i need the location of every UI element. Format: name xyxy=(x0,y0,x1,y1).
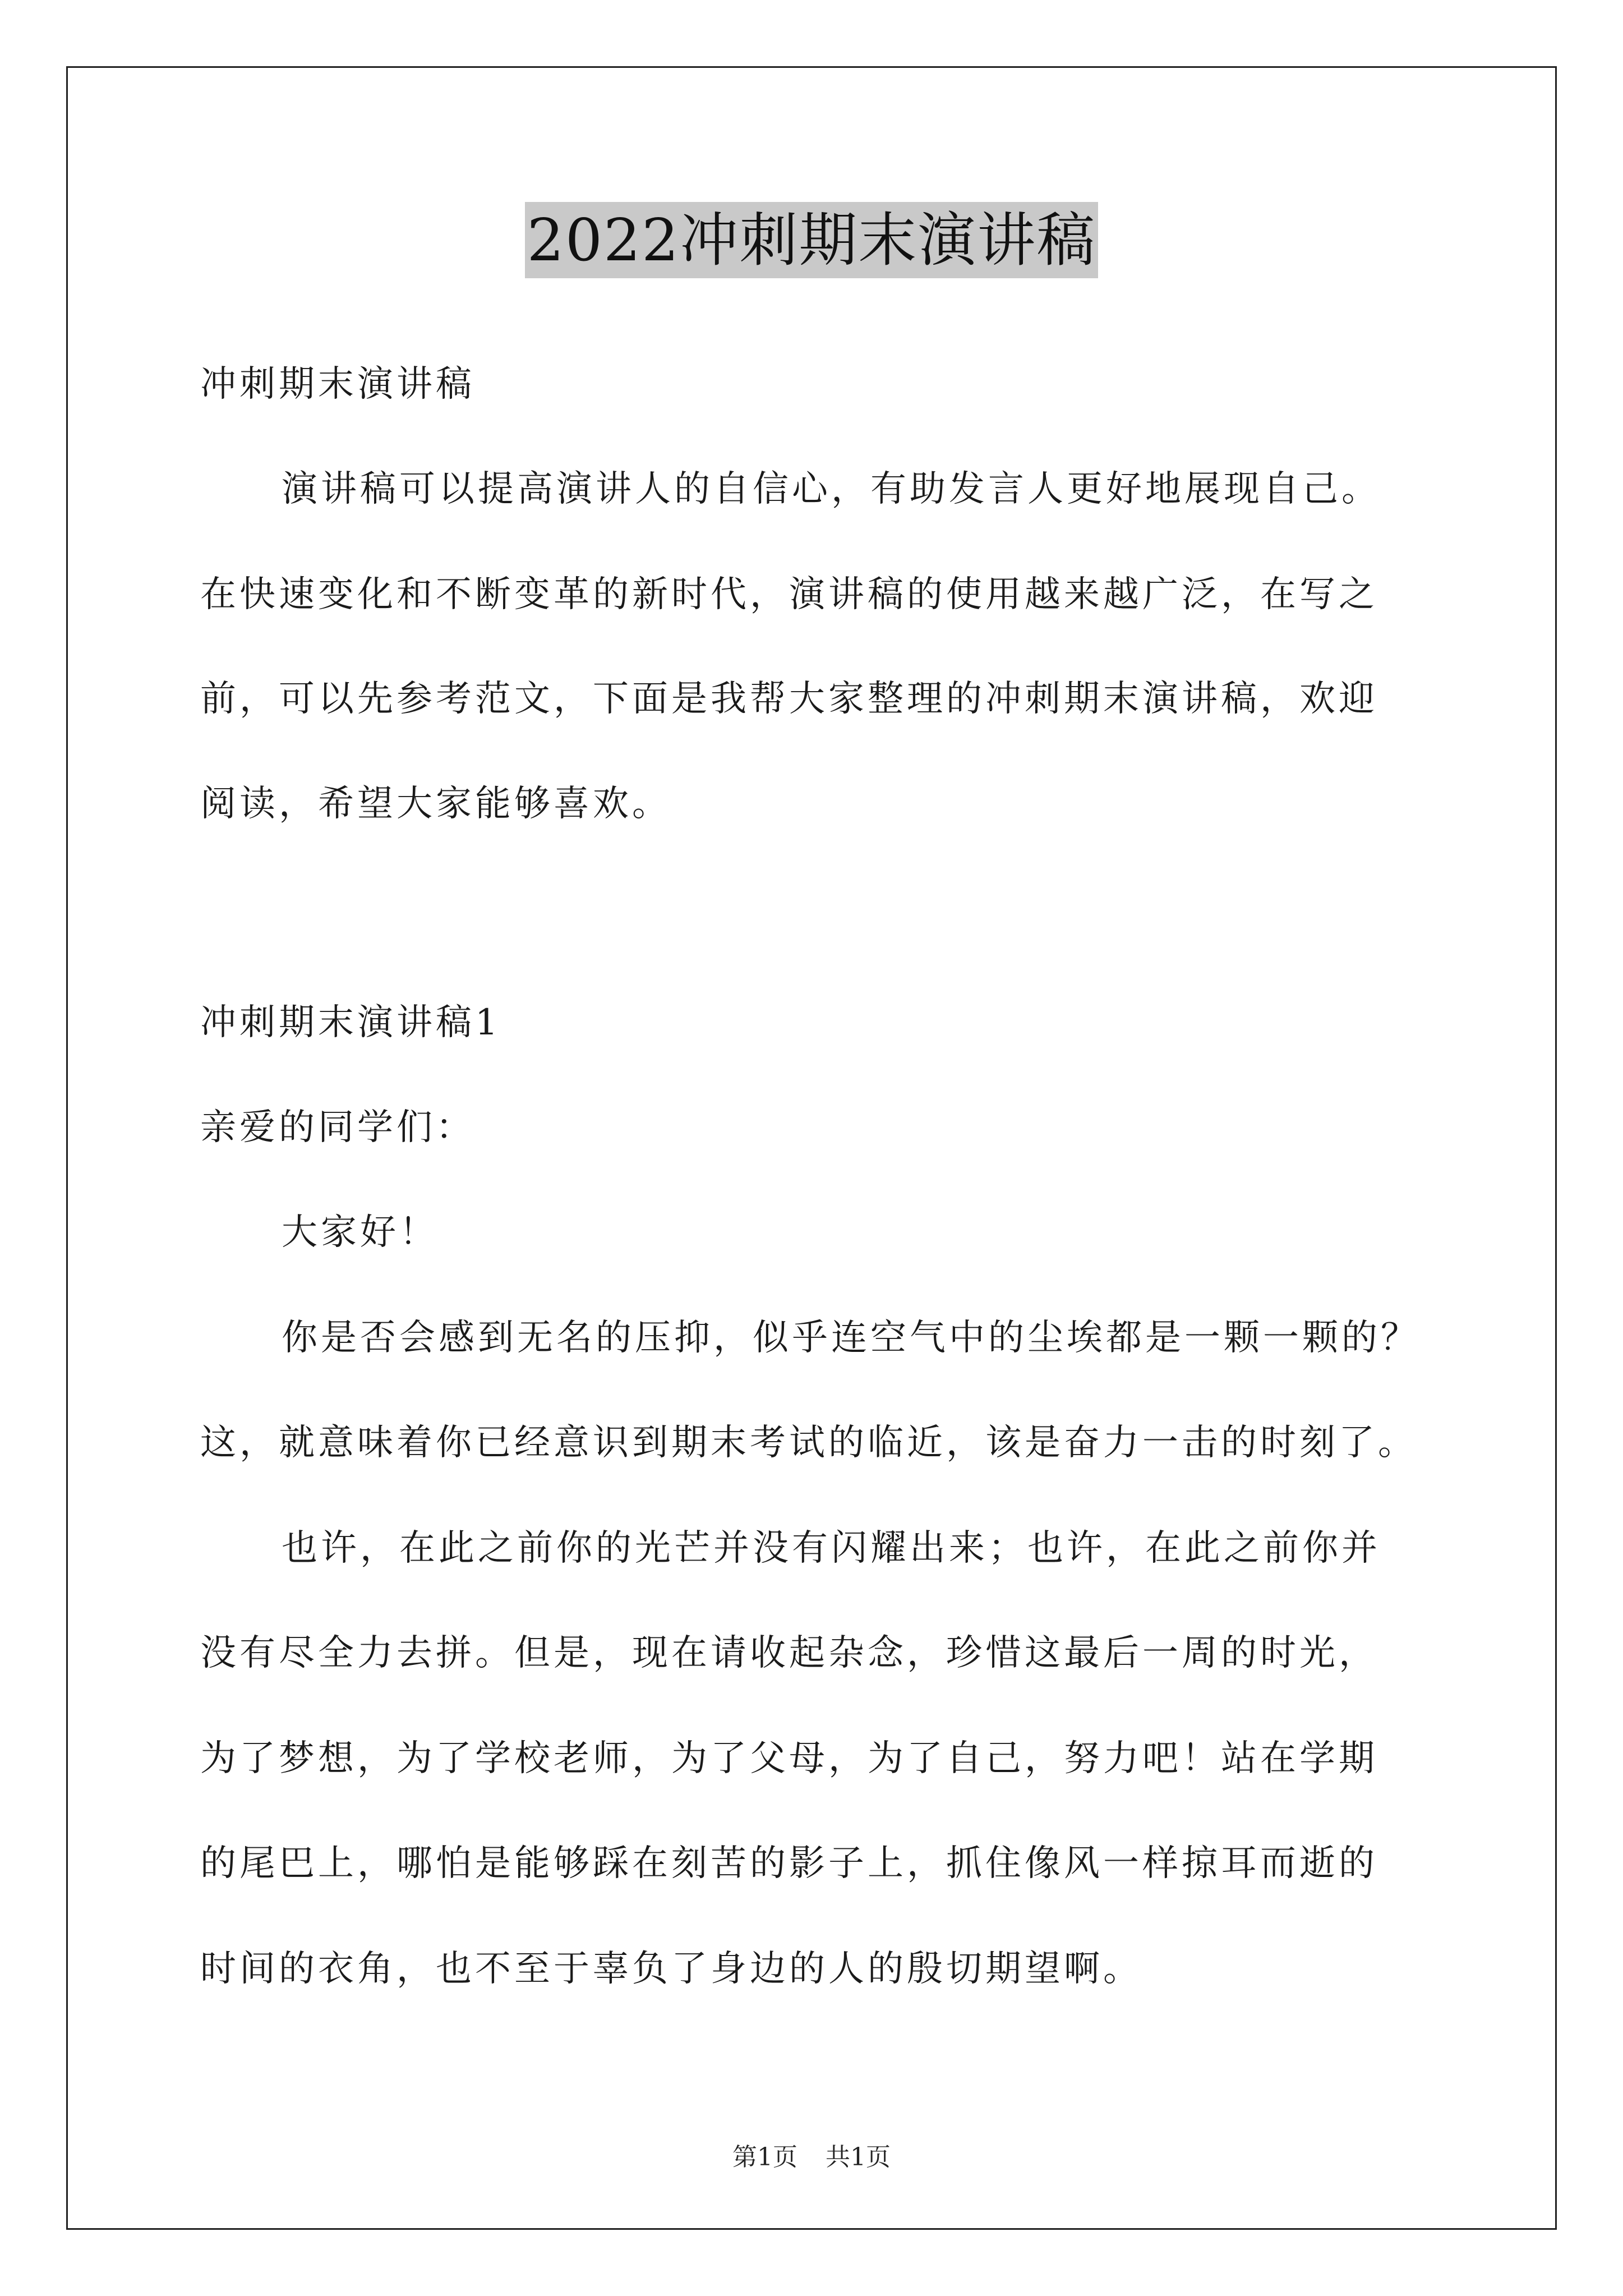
page-footer xyxy=(0,2142,1623,2173)
paragraph-line: 你是否会感到无名的压抑，似乎连空气中的尘埃都是一颗一颗的？ xyxy=(282,1317,1420,1359)
paragraph-line: 为了梦想，为了学校老师，为了父母，为了自己，努力吧！站在学期 xyxy=(200,1738,1378,1779)
paragraph-line: 演讲稿可以提高演讲人的自信心，有助发言人更好地展现自己。 xyxy=(282,468,1381,510)
section-heading: 冲刺期末演讲稿1 xyxy=(200,1002,501,1043)
paragraph-line: 没有尽全力去拼。但是，现在请收起杂念，珍惜这最后一周的时光， xyxy=(200,1632,1378,1674)
paragraph-line: 阅读，希望大家能够喜欢。 xyxy=(200,783,671,825)
paragraph-line: 前，可以先参考范文，下面是我帮大家整理的冲刺期末演讲稿，欢迎 xyxy=(200,678,1378,720)
paragraph-line: 这，就意味着你已经意识到期末考试的临近，该是奋力一击的时刻了。 xyxy=(200,1422,1417,1464)
page-number-current: 第1页 xyxy=(732,2143,797,2171)
paragraph-line: 在快速变化和不断变革的新时代，演讲稿的使用越来越广泛，在写之 xyxy=(200,574,1378,615)
greeting: 大家好！ xyxy=(282,1212,439,1253)
section-heading: 冲刺期末演讲稿 xyxy=(200,364,475,405)
paragraph-line: 也许，在此之前你的光芒并没有闪耀出来；也许，在此之前你并 xyxy=(282,1527,1381,1569)
document-title: 2022冲刺期末演讲稿 xyxy=(525,202,1099,278)
salutation: 亲爱的同学们： xyxy=(200,1107,475,1148)
title-container xyxy=(0,202,1623,278)
page-number-total: 共1页 xyxy=(826,2143,891,2171)
paragraph-line: 的尾巴上，哪怕是能够踩在刻苦的影子上，抓住像风一样掠耳而逝的 xyxy=(200,1843,1378,1884)
paragraph-line: 时间的衣角，也不至于辜负了身边的人的殷切期望啊。 xyxy=(200,1948,1142,1990)
